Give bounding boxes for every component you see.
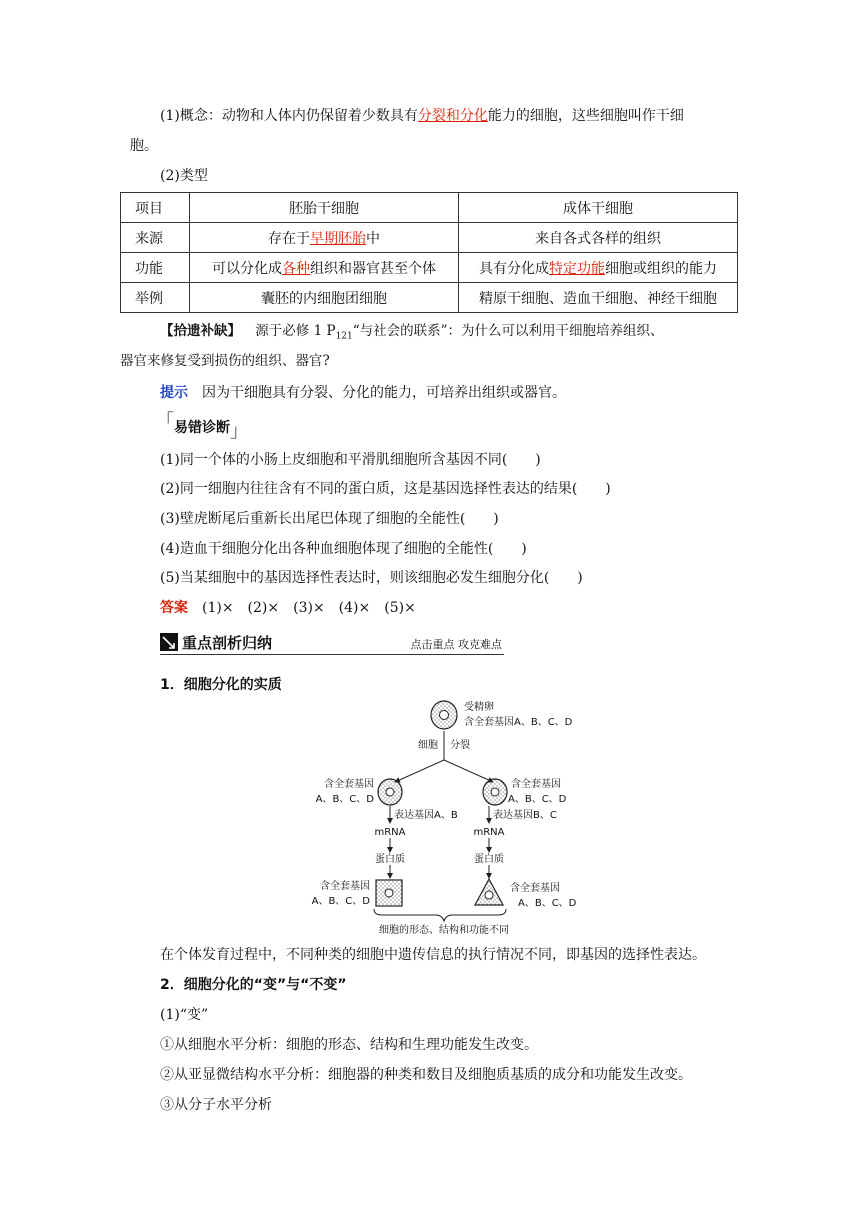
left-mrna-label: mRNA: [374, 827, 406, 838]
zygote-label: 受精卵: [464, 702, 494, 713]
list-item: (4)造血干细胞分化出各种血细胞体现了细胞的全能性( ): [160, 541, 527, 557]
split-label-right: 分裂: [450, 740, 470, 751]
list-item: ②从亚显微结构水平分析：细胞器的种类和数目及细胞质基质的成分和功能发生改变。: [160, 1067, 692, 1083]
zygote-cell: [431, 701, 457, 729]
right-protein-label: 蛋白质: [474, 854, 504, 865]
table-row: [121, 253, 738, 283]
list-item: (2)同一细胞内往往含有不同的蛋白质，这是基因选择性表达的结果( ): [160, 481, 611, 497]
table-cell: 来自各式各样的组织: [459, 223, 738, 253]
table-cell: 具有分化成特定功能细胞或组织的能力: [459, 253, 738, 283]
list-item: (1)同一个体的小肠上皮细胞和平滑肌细胞所含基因不同( ): [160, 452, 541, 468]
change-heading: (1)“变”: [160, 1007, 209, 1023]
section-title: 重点剖析归纳: [182, 633, 273, 652]
zygote-genes-label: 含全套基因A、B、C、D: [464, 717, 573, 728]
supplement-tag: 【拾遗补缺】: [160, 323, 241, 339]
bottom-right-genes-label-1: 含全套基因: [510, 883, 560, 894]
table-cell: 项目: [121, 193, 190, 223]
table-cell: 举例: [121, 283, 190, 313]
left-express-label: 表达基因A、B: [394, 810, 458, 821]
left-daughter-cell: [378, 779, 402, 805]
hint-label: 提示: [160, 385, 188, 401]
concept-line-2: 胞。: [130, 138, 158, 154]
section-heading: [160, 632, 504, 655]
table-cell: 成体干细胞: [459, 193, 738, 223]
section-subtitle: 点击重点 攻克难点: [410, 638, 502, 651]
concept-highlight: 分裂和分化: [417, 108, 488, 124]
point-2-title: 2．细胞分化的“变”与“不变”: [160, 977, 347, 993]
table-row: [121, 283, 738, 313]
bottom-brace: [374, 909, 506, 921]
concept-line-1: (1)概念：动物和人体内仍保留着少数具有分裂和分化能力的细胞，这些细胞叫作干细: [160, 108, 684, 124]
table-cell: 来源: [121, 223, 190, 253]
list-item: ①从细胞水平分析：细胞的形态、结构和生理功能发生改变。: [160, 1037, 538, 1053]
summary-text: 在个体发育过程中，不同种类的细胞中遗传信息的执行情况不同，即基因的选择性表达。: [160, 947, 706, 963]
supplement-line-1: 【拾遗补缺】 源于必修 1 $P_{121}“$与社会的联系”：为什么可以利用干细胞培养组织、: [160, 323, 664, 342]
stem-cell-types-table: [120, 192, 738, 313]
hint: 提示 因为干细胞具有分裂、分化的能力，可培养出组织或器官。: [160, 385, 566, 401]
cell-differentiation-diagram: [290, 695, 600, 940]
split-label-left: 细胞: [418, 740, 438, 751]
list-item: ③从分子水平分析: [160, 1097, 272, 1113]
table-cell: 存在于早期胚胎中: [190, 223, 459, 253]
right-cell-genes-label-1: 含全套基因: [511, 779, 561, 790]
bottom-right-genes-label-2: A、B、C、D: [518, 898, 577, 909]
section-marker-icon: [160, 633, 178, 651]
table-cell: 精原干细胞、造血干细胞、神经干细胞: [459, 283, 738, 313]
right-mrna-label: mRNA: [473, 827, 505, 838]
bracket-label: 细胞的形态、结构和功能不同: [379, 925, 509, 936]
square-differentiated-cell: [376, 880, 402, 906]
triangle-differentiated-cell: [475, 879, 503, 905]
left-protein-label: 蛋白质: [375, 854, 405, 865]
supplement-line-2: 器官来修复受到损伤的组织、器官?: [120, 353, 330, 369]
table-cell: 可以分化成各种组织和器官甚至个体: [190, 253, 459, 283]
answer: 答案 (1)× (2)× (3)× (4)× (5)×: [160, 600, 416, 616]
table-cell: 功能: [121, 253, 190, 283]
table-cell: 囊胚的内细胞团细胞: [190, 283, 459, 313]
table-row: [121, 223, 738, 253]
right-express-label: 表达基因B、C: [493, 810, 557, 821]
right-cell-genes-label-2: A、B、C、D: [508, 794, 567, 805]
point-1-title: 1．细胞分化的实质: [160, 677, 282, 693]
bottom-left-genes-label-2: A、B、C、D: [311, 896, 370, 907]
list-item: (3)壁虎断尾后重新长出尾巴体现了细胞的全能性( ): [160, 511, 499, 527]
right-daughter-cell: [483, 779, 507, 805]
answer-label: 答案: [160, 600, 188, 616]
left-cell-genes-label-2: A、B、C、D: [315, 794, 374, 805]
table-row: [121, 193, 738, 223]
bottom-left-genes-label-1: 含全套基因: [320, 881, 370, 892]
diagnosis-tag: 「易错诊断」: [156, 411, 248, 442]
list-item: (5)当某细胞中的基因选择性表达时，则该细胞必发生细胞分化( ): [160, 570, 583, 586]
types-heading: (2)类型: [160, 168, 208, 184]
table-cell: 胚胎干细胞: [190, 193, 459, 223]
left-cell-genes-label-1: 含全套基因: [324, 779, 374, 790]
